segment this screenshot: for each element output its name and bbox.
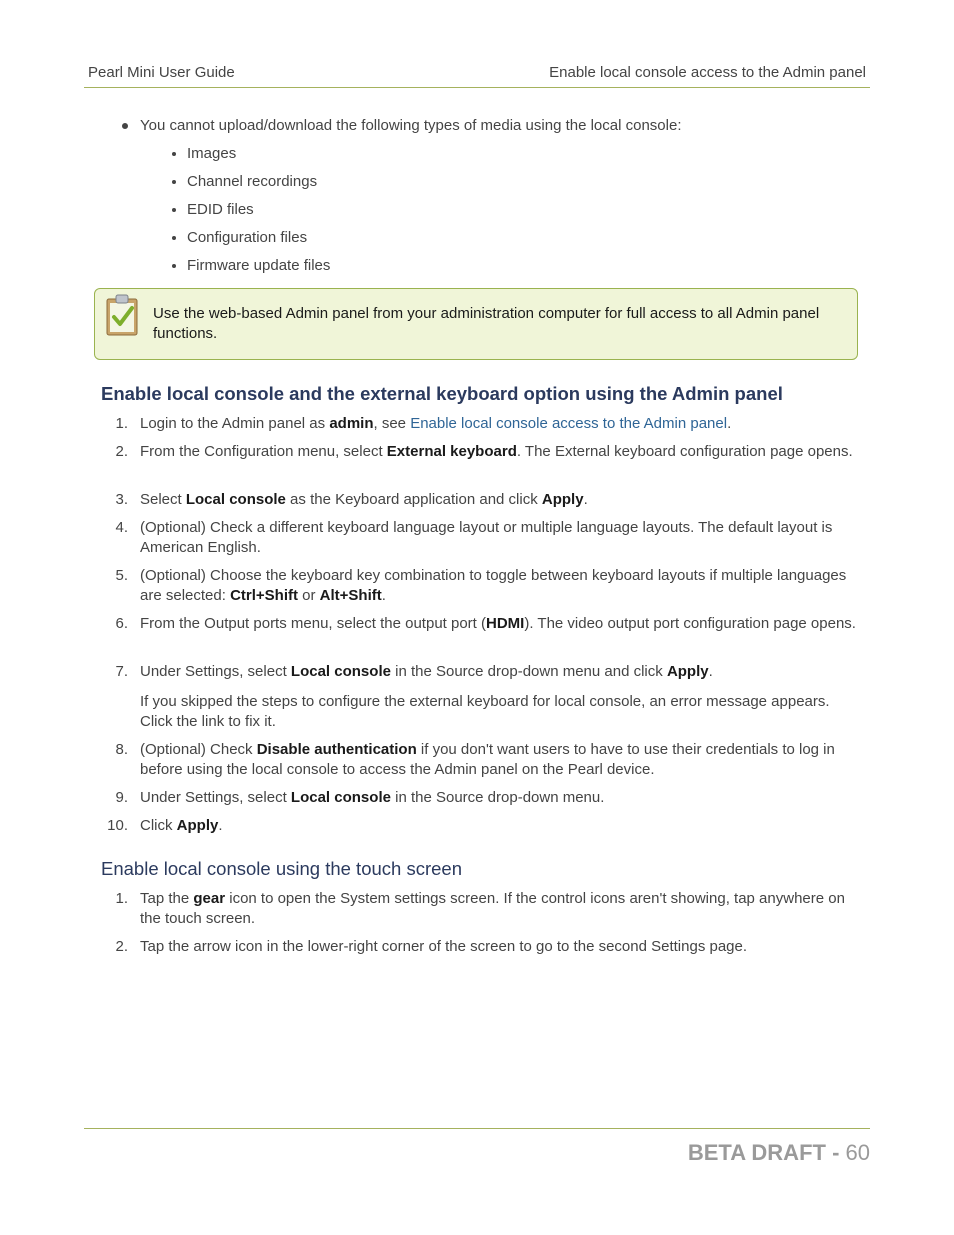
media-list-item: Firmware update files <box>187 257 331 274</box>
step-text-run: Tap the arrow icon in the lower-right corner of the screen to go to the second Settings page. <box>140 938 748 955</box>
note-text: Use the web-based Admin panel from your administration computer for full access to all Admin panel functions. <box>153 305 820 342</box>
step-text-run: From the Output ports menu, select the output port ( <box>140 615 487 632</box>
step-number: 1. <box>115 890 128 907</box>
step-text <box>140 662 860 682</box>
step-number: 3. <box>115 491 128 508</box>
ui-term: Local console <box>290 789 391 806</box>
step-text-run: Click <box>140 817 177 834</box>
ui-term: gear <box>193 890 226 907</box>
bullet-marker <box>172 208 176 212</box>
step-number: 6. <box>115 615 128 632</box>
step-text-run: (Optional) Choose the keyboard key combination to toggle between keyboard layouts if multiple languages are selected: <box>140 567 847 604</box>
step-text-run: in the Source drop-down menu. <box>390 789 605 806</box>
step-text-run: . <box>708 663 713 680</box>
step-number: 4. <box>115 519 128 536</box>
step-text <box>140 518 860 558</box>
ui-term: admin <box>329 415 374 432</box>
media-list-item: Channel recordings <box>187 173 318 190</box>
ui-term: Apply <box>176 817 219 834</box>
ui-term: Alt+Shift <box>319 587 382 604</box>
step-text-run: If you skipped the steps to configure the external keyboard for local console, an error message appears. Click the link to fix it. <box>140 693 830 730</box>
step-text-run: or <box>297 587 320 604</box>
header-section: Enable local console access to the Admin panel <box>549 64 866 81</box>
step-text <box>140 740 860 780</box>
bullet-marker <box>172 236 176 240</box>
ui-term: Local console <box>290 663 391 680</box>
step-text <box>140 490 860 510</box>
step-note-text <box>140 692 860 732</box>
step-text-run: . <box>727 415 732 432</box>
ui-term: Apply <box>666 663 709 680</box>
step-text-run: in the Source drop-down menu and click <box>390 663 667 680</box>
step-text-run: as the Keyboard application and click <box>285 491 542 508</box>
step-number: 1. <box>115 415 128 432</box>
ui-term: Ctrl+Shift <box>230 587 298 604</box>
step-text <box>140 889 860 929</box>
step-text-run: . The External keyboard configuration page opens. <box>516 443 853 460</box>
step-text <box>140 816 860 836</box>
page-footer <box>688 1140 870 1166</box>
step-text-run: (Optional) Check a different keyboard language layout or multiple language layouts. The default layout is American English. <box>140 519 833 556</box>
step-text-run: , see <box>373 415 411 432</box>
step-text <box>140 937 860 957</box>
step-number: 2. <box>115 938 128 955</box>
step-text-run: (Optional) Check <box>140 741 257 758</box>
ui-term: Apply <box>541 491 584 508</box>
step-number: 5. <box>115 567 128 584</box>
ui-term: Disable authentication <box>256 741 417 758</box>
bullet-marker <box>122 123 128 129</box>
step-text <box>140 414 860 434</box>
step-text-run: Under Settings, select <box>140 789 291 806</box>
ui-term: External keyboard <box>386 443 517 460</box>
clipboard-check-icon <box>105 293 141 337</box>
note-box <box>94 288 858 360</box>
step-text-run: icon to open the System settings screen. If the control icons aren't showing, tap anywhere on the touch screen. <box>140 890 845 927</box>
footer-divider <box>84 1128 870 1129</box>
step-text <box>140 614 860 634</box>
step-text <box>140 566 860 606</box>
media-list-item: EDID files <box>187 201 254 218</box>
step-text-run: Under Settings, select <box>140 663 291 680</box>
step-text-run: . <box>583 491 588 508</box>
ui-term: Local console <box>185 491 286 508</box>
media-list-item: Images <box>187 145 237 162</box>
step-number: 10. <box>107 817 128 834</box>
header-title: Pearl Mini User Guide <box>88 64 235 81</box>
step-text-run: ). The video output port configuration page opens. <box>524 615 856 632</box>
page-header <box>84 63 870 88</box>
step-text-run: . <box>218 817 223 834</box>
step-number: 9. <box>115 789 128 806</box>
media-list-item: Configuration files <box>187 229 308 246</box>
step-text-run: . <box>381 587 386 604</box>
page-number: 60 <box>845 1140 870 1165</box>
bullet-marker <box>172 152 176 156</box>
step-number: 7. <box>115 663 128 680</box>
step-text-run: From the Configuration menu, select <box>140 443 387 460</box>
footer-label: BETA DRAFT - <box>687 1140 846 1165</box>
step-text-run: Login to the Admin panel as <box>140 415 330 432</box>
cross-reference-link[interactable]: Enable local console access to the Admin panel <box>410 415 728 432</box>
section-heading-admin-panel: Enable local console and the external keyboard option using the Admin panel <box>101 383 783 404</box>
bullet-marker <box>172 264 176 268</box>
step-number: 8. <box>115 741 128 758</box>
ui-term: HDMI <box>486 615 525 632</box>
intro-bullet-text: You cannot upload/download the following types of media using the local console: <box>140 117 682 134</box>
step-text <box>140 788 860 808</box>
step-text-run: Select <box>140 491 186 508</box>
step-text <box>140 442 860 462</box>
bullet-marker <box>172 180 176 184</box>
step-number: 2. <box>115 443 128 460</box>
step-text-run: Tap the <box>140 890 194 907</box>
step-text-run: if you don't want users to have to use their credentials to log in before using the local console to access the Admin panel on the Pearl device. <box>140 741 835 778</box>
section-heading-touch-screen: Enable local console using the touch screen <box>101 858 462 879</box>
